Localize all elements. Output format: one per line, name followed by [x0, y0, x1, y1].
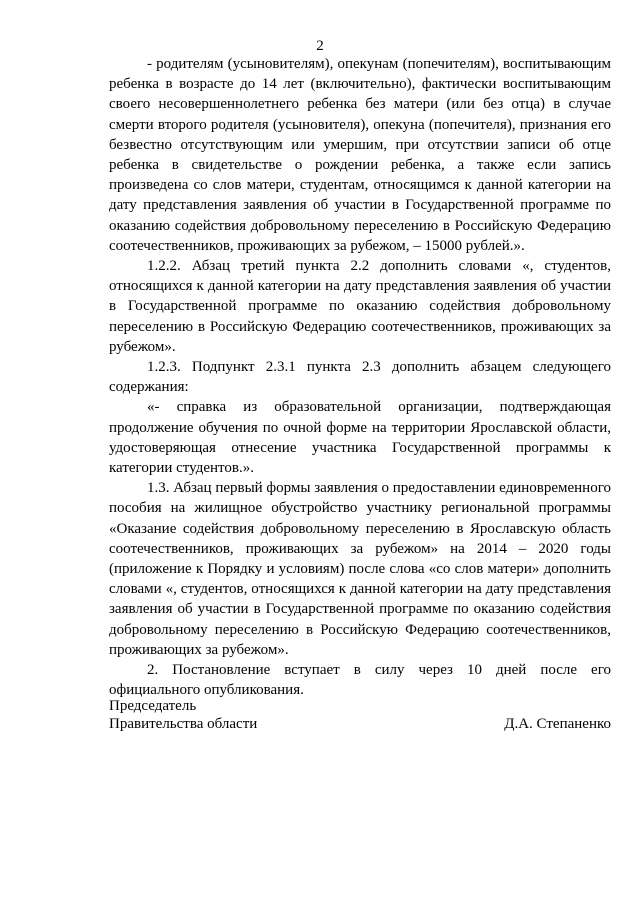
- signatory-name: Д.А. Степаненко: [504, 716, 611, 732]
- signature-row: [109, 715, 611, 733]
- document-body: [109, 54, 611, 701]
- paragraph-1-2-3: 1.2.3. Подпункт 2.3.1 пункта 2.3 дополнить абзацем следующего содержания:: [109, 359, 611, 396]
- paragraph-1-3: 1.3. Абзац первый формы заявления о предоставлении единовременного пособия на жилищное обустройство участнику региональной программы «Оказание содействия добровольному переселению в Ярославскую область соотечественников, проживающих за рубежом» на 2014 – 2020 годы (приложение к Порядку и условиям) после слова «со слов матери» дополнить словами «, студентов, относящихся к данной категории на дату представления заявления об участии в Государственной программе по оказанию содействия добровольному переселению в Российскую Федерацию соотечественников, проживающих за рубежом».: [109, 480, 611, 658]
- page-number: 2: [316, 38, 324, 54]
- paragraph-parents-allowance: - родителям (усыновителям), опекунам (попечителям), воспитывающим ребенка в возрасте до 14 лет (включительно), фактически воспитывающим своего несовершеннолетнего ребенка без матери (или без отца) в случае смерти второго родителя (усыновителя), опекуна (попечителя), признания его безвестно отсутствующим или умершим, при отсутствии записи об отце ребенка в свидетельстве о рождении ребенка, а также если запись произведена со слов матери, студентам, относящимся к данной категории на дату представления заявления об участии в Государственной программе по оказанию содействия добровольному переселению в Российскую Федерацию соотечественников, проживающих за рубежом, – 15000 рублей.».: [109, 56, 611, 254]
- paragraph-1-2-2: 1.2.2. Абзац третий пункта 2.2 дополнить словами «, студентов, относящихся к данной категории на дату представления заявления об участии в Государственной программе по оказанию содействия добровольному переселению в Российскую Федерацию соотечественников, проживающих за рубежом».: [109, 258, 611, 355]
- signatory-title-line2: Правительства области: [109, 716, 258, 732]
- paragraph-2-effective-date: 2. Постановление вступает в силу через 10 дней после его официального опубликования.: [109, 662, 611, 699]
- signature-block: [109, 697, 611, 733]
- signatory-title-line1: Председатель: [109, 698, 197, 714]
- paragraph-student-certificate: «- справка из образовательной организации, подтверждающая продолжение обучения по очной форме на территории Ярославской области, удостоверяющая отнесение участника Государственной программы к категории студентов.».: [109, 399, 611, 477]
